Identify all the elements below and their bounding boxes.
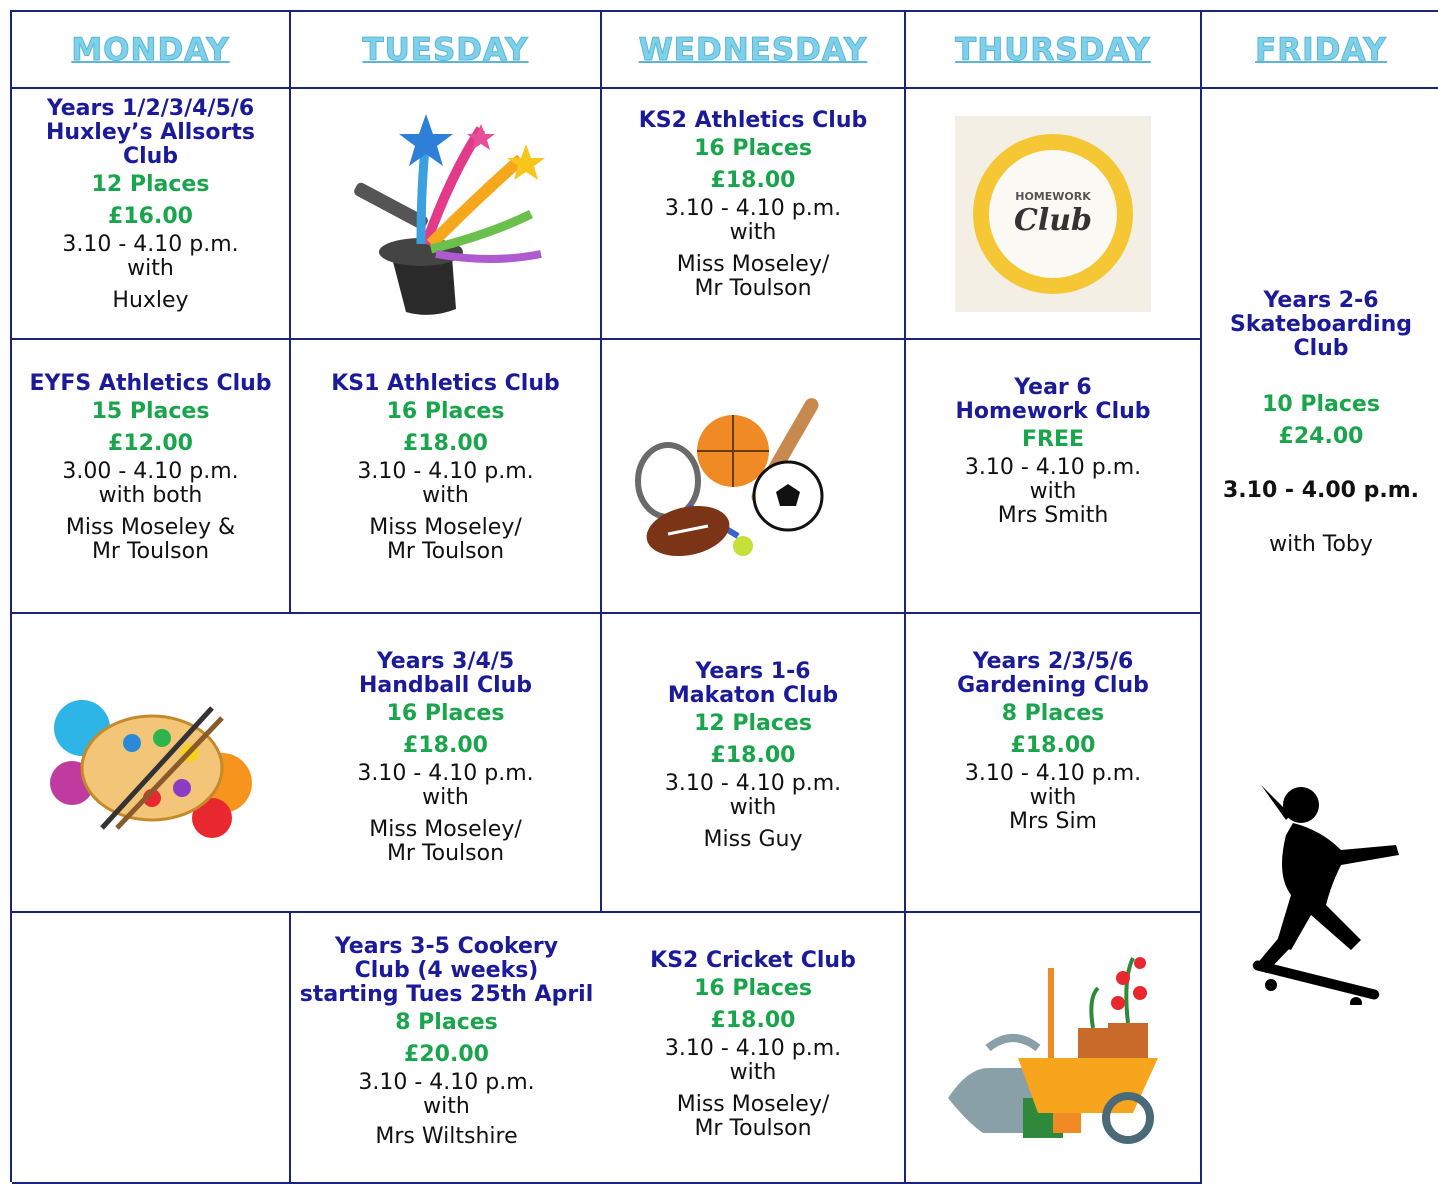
time: 3.10 - 4.10 p.m. — [964, 455, 1142, 480]
club-label: Club — [1013, 202, 1093, 238]
with-label: with — [423, 1094, 470, 1119]
with-label: with — [729, 1060, 777, 1085]
with-label: with — [1029, 479, 1077, 504]
club-title: starting Tues 25th April — [299, 982, 594, 1007]
paint-palette-icon — [42, 688, 262, 838]
with-label: with — [422, 785, 469, 810]
sports-balls-icon — [628, 386, 878, 566]
homework-label: HOMEWORK — [1015, 189, 1091, 203]
day-label: WEDNESDAY — [638, 31, 868, 68]
price: £20.00 — [404, 1042, 489, 1067]
time: 3.10 - 4.10 p.m. — [664, 196, 842, 221]
with-label: with — [1029, 785, 1077, 810]
day-label: TUESDAY — [362, 31, 529, 68]
leader: Miss Moseley & — [65, 515, 236, 540]
leader: Mr Toulson — [694, 276, 812, 301]
club-cell-year6-homework — [906, 340, 1202, 614]
leader: Miss Moseley/ — [676, 252, 830, 277]
club-title: KS1 Athletics Club — [331, 371, 560, 396]
day-label: THURSDAY — [955, 31, 1151, 68]
wheelbarrow-icon — [928, 948, 1178, 1148]
price: £12.00 — [108, 431, 193, 456]
sports-balls-cell — [602, 340, 906, 614]
gardening-image-cell — [906, 913, 1202, 1184]
leader: with Toby — [1269, 532, 1373, 557]
day-label: FRIDAY — [1255, 31, 1387, 68]
places: 16 Places — [694, 976, 812, 1001]
time: 3.10 - 4.10 p.m. — [358, 1070, 535, 1095]
club-timetable — [10, 10, 1438, 1182]
club-title: KS2 Athletics Club — [638, 108, 868, 133]
art-palette-cell — [12, 614, 291, 913]
club-cell-gardening — [906, 614, 1202, 913]
places: 16 Places — [694, 136, 812, 161]
leader: Mrs Smith — [997, 503, 1109, 528]
price: £18.00 — [403, 733, 488, 758]
leader: Mr Toulson — [694, 1116, 812, 1141]
club-title: Years 2-6 — [1263, 288, 1379, 313]
header-thursday — [906, 12, 1202, 89]
header-monday — [12, 12, 291, 89]
magic-hat-icon — [331, 104, 561, 324]
club-cell-handball — [291, 614, 602, 913]
club-cell-cookery — [291, 913, 602, 1184]
club-title: Years 1/2/3/4/5/6 — [46, 96, 255, 121]
homework-club-image-cell — [906, 89, 1202, 340]
price: £18.00 — [710, 743, 796, 768]
club-title: KS2 Cricket Club — [650, 948, 856, 973]
places: 8 Places — [1001, 701, 1105, 726]
leader: Mr Toulson — [386, 841, 505, 866]
header-friday — [1202, 12, 1438, 89]
leader: Huxley — [112, 288, 189, 313]
time: 3.10 - 4.10 p.m. — [664, 1036, 842, 1061]
leader: Miss Guy — [703, 827, 803, 852]
club-title: Gardening Club — [957, 673, 1149, 698]
club-title: Homework Club — [955, 399, 1151, 424]
club-cell-ks2-athletics — [602, 89, 906, 340]
skateboarder-icon — [1231, 775, 1411, 1005]
leader: Miss Moseley/ — [369, 817, 522, 842]
club-cell-eyfs-athletics — [12, 340, 291, 614]
club-cell-huxley-allsorts — [12, 89, 291, 340]
price: £18.00 — [710, 1008, 796, 1033]
leader: Mrs Wiltshire — [375, 1124, 518, 1149]
time: 3.10 - 4.00 p.m. — [1222, 478, 1420, 503]
header-wednesday — [602, 12, 906, 89]
price: £16.00 — [108, 204, 193, 229]
with-label: with both — [98, 483, 203, 508]
club-title: Year 6 — [1014, 375, 1092, 400]
club-title: Club — [1293, 336, 1349, 361]
places: 15 Places — [91, 399, 210, 424]
time: 3.10 - 4.10 p.m. — [62, 232, 239, 257]
magic-hat-cell — [291, 89, 602, 340]
time: 3.00 - 4.10 p.m. — [62, 459, 239, 484]
time: 3.10 - 4.10 p.m. — [357, 459, 534, 484]
price: £18.00 — [710, 168, 796, 193]
club-title: Years 1-6 — [695, 659, 811, 684]
places: 10 Places — [1262, 392, 1380, 417]
time: 3.10 - 4.10 p.m. — [964, 761, 1142, 786]
with-label: with — [729, 220, 777, 245]
price: £18.00 — [403, 431, 488, 456]
day-label: MONDAY — [71, 31, 230, 68]
club-cell-ks2-cricket — [602, 913, 906, 1184]
price: £24.00 — [1278, 424, 1364, 449]
empty-cell — [12, 913, 291, 1184]
places: 16 Places — [386, 399, 505, 424]
club-title: Handball Club — [358, 673, 533, 698]
leader: Miss Moseley/ — [369, 515, 522, 540]
club-title: Skateboarding — [1229, 312, 1412, 337]
price: £18.00 — [1010, 733, 1096, 758]
leader: Mr Toulson — [91, 539, 210, 564]
club-title: Huxley’s Allsorts — [46, 120, 255, 145]
club-title: EYFS Athletics Club — [29, 371, 272, 396]
club-title: Club (4 weeks) — [354, 958, 539, 983]
price: FREE — [1021, 427, 1085, 452]
leader: Miss Moseley/ — [676, 1092, 830, 1117]
leader: Mr Toulson — [386, 539, 505, 564]
club-title: Club — [122, 144, 179, 169]
club-title: Years 3/4/5 — [376, 649, 515, 674]
club-title: Years 3-5 Cookery — [334, 934, 559, 959]
leader: Mrs Sim — [1009, 809, 1097, 834]
places: 16 Places — [386, 701, 505, 726]
with-label: with — [422, 483, 469, 508]
club-title: Makaton Club — [667, 683, 839, 708]
places: 12 Places — [694, 711, 812, 736]
places: 12 Places — [91, 172, 210, 197]
places: 8 Places — [395, 1010, 498, 1035]
time: 3.10 - 4.10 p.m. — [357, 761, 534, 786]
club-title: Years 2/3/5/6 — [972, 649, 1134, 674]
homework-club-logo — [955, 116, 1151, 312]
header-tuesday — [291, 12, 602, 89]
with-label: with — [729, 795, 777, 820]
time: 3.10 - 4.10 p.m. — [664, 771, 842, 796]
club-cell-skateboarding — [1202, 89, 1438, 1184]
with-label: with — [127, 256, 174, 281]
club-cell-makaton — [602, 614, 906, 913]
club-cell-ks1-athletics — [291, 340, 602, 614]
